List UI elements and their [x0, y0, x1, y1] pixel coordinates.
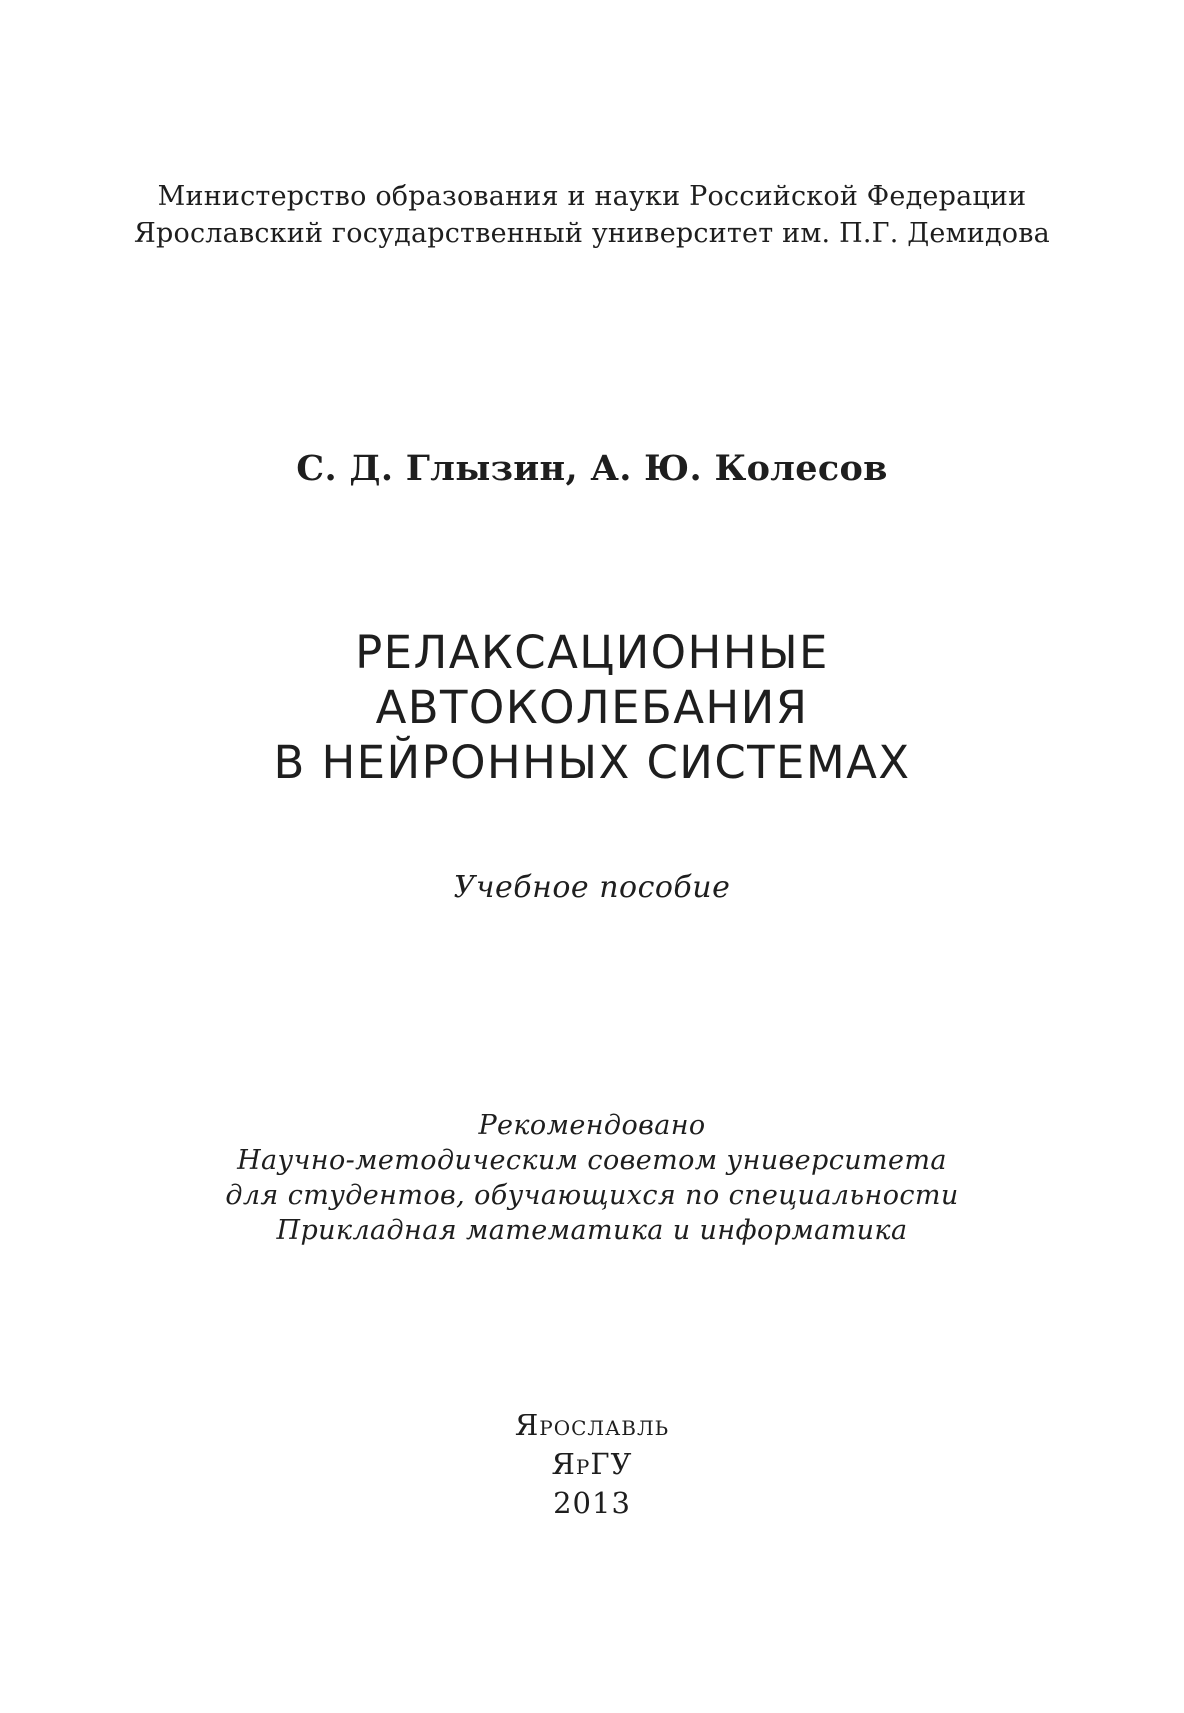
publisher-name: ЯрГУ	[551, 1447, 633, 1481]
recommendation-line-2: Научно-методическим советом университета	[237, 1145, 947, 1176]
recommendation-line-3: для студентов, обучающихся по специальности	[225, 1180, 959, 1211]
title-line-1: РЕЛАКСАЦИОННЫЕ	[355, 626, 829, 679]
book-subtitle	[0, 868, 1184, 908]
recommendation-note	[0, 1108, 1184, 1248]
subtitle-line: Учебное пособие	[453, 870, 731, 905]
university-line: Ярославский государственный университет им. П.Г. Демидова	[134, 218, 1050, 249]
publisher-imprint	[0, 1406, 1184, 1523]
ministry-line: Министерство образования и науки Российской Федерации	[157, 181, 1027, 212]
publisher-city: Ярославль	[514, 1408, 670, 1442]
title-line-3: В НЕЙРОННЫХ СИСТЕМАХ	[273, 736, 911, 789]
recommendation-line-1: Рекомендовано	[478, 1110, 706, 1141]
recommendation-line-4: Прикладная математика и информатика	[276, 1215, 908, 1246]
institution-header	[0, 178, 1184, 252]
authors	[0, 447, 1184, 491]
title-line-2: АВТОКОЛЕБАНИЯ	[375, 681, 809, 734]
authors-line: С. Д. Глызин, А. Ю. Колесов	[296, 448, 888, 489]
book-title	[0, 625, 1184, 790]
publication-year: 2013	[553, 1486, 631, 1520]
